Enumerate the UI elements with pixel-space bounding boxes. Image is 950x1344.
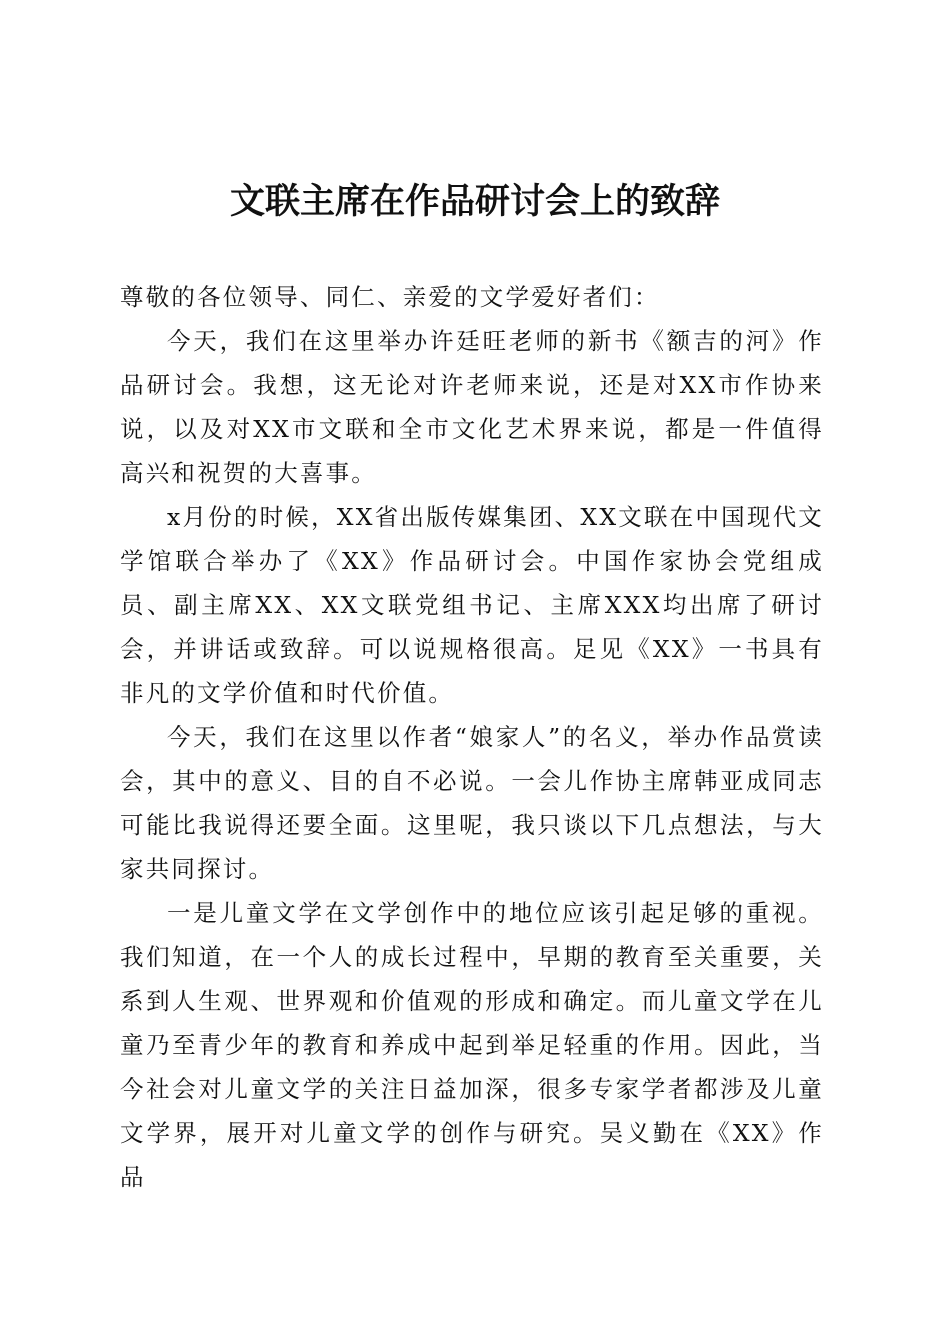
paragraph: x月份的时候，XX省出版传媒集团、XX文联在中国现代文学馆联合举办了《XX》作品研讨会。中国作家协会党组成员、副主席XX、XX文联党组书记、主席XXX均出席了研讨会，并讲话或致辞。可以说规格很高。足见《XX》一书具有非凡的文学价值和时代价值。 (120, 503, 824, 707)
paragraph: 今天，我们在这里以作者“娘家人”的名义，举办作品赏读会，其中的意义、目的自不必说。一会儿作协主席韩亚成同志可能比我说得还要全面。这里呢，我只谈以下几点想法，与大家共同探讨。 (120, 723, 824, 883)
document-title: 文联主席在作品研讨会上的致辞 (229, 181, 720, 222)
paragraph: 一是儿童文学在文学创作中的地位应该引起足够的重视。我们知道，在一个人的成长过程中，早期的教育至关重要，关系到人生观、世界观和价值观的形成和确定。而儿童文学在儿童乃至青少年的教育和养成中起到举足轻重的作用。因此，当今社会对儿童文学的关注日益加深，很多专家学者都涉及儿童文学界，展开对儿童文学的创作与研究。吴义勤在《XX》作品 (120, 899, 824, 1191)
document-body (120, 275, 824, 1199)
salutation: 尊敬的各位领导、同仁、亲爱的文学爱好者们： (120, 283, 660, 311)
paragraph: 今天，我们在这里举办许廷旺老师的新书《额吉的河》作品研讨会。我想，这无论对许老师来说，还是对XX市作协来说，以及对XX市文联和全市文化艺术界来说，都是一件值得高兴和祝贺的大喜事。 (120, 327, 824, 487)
